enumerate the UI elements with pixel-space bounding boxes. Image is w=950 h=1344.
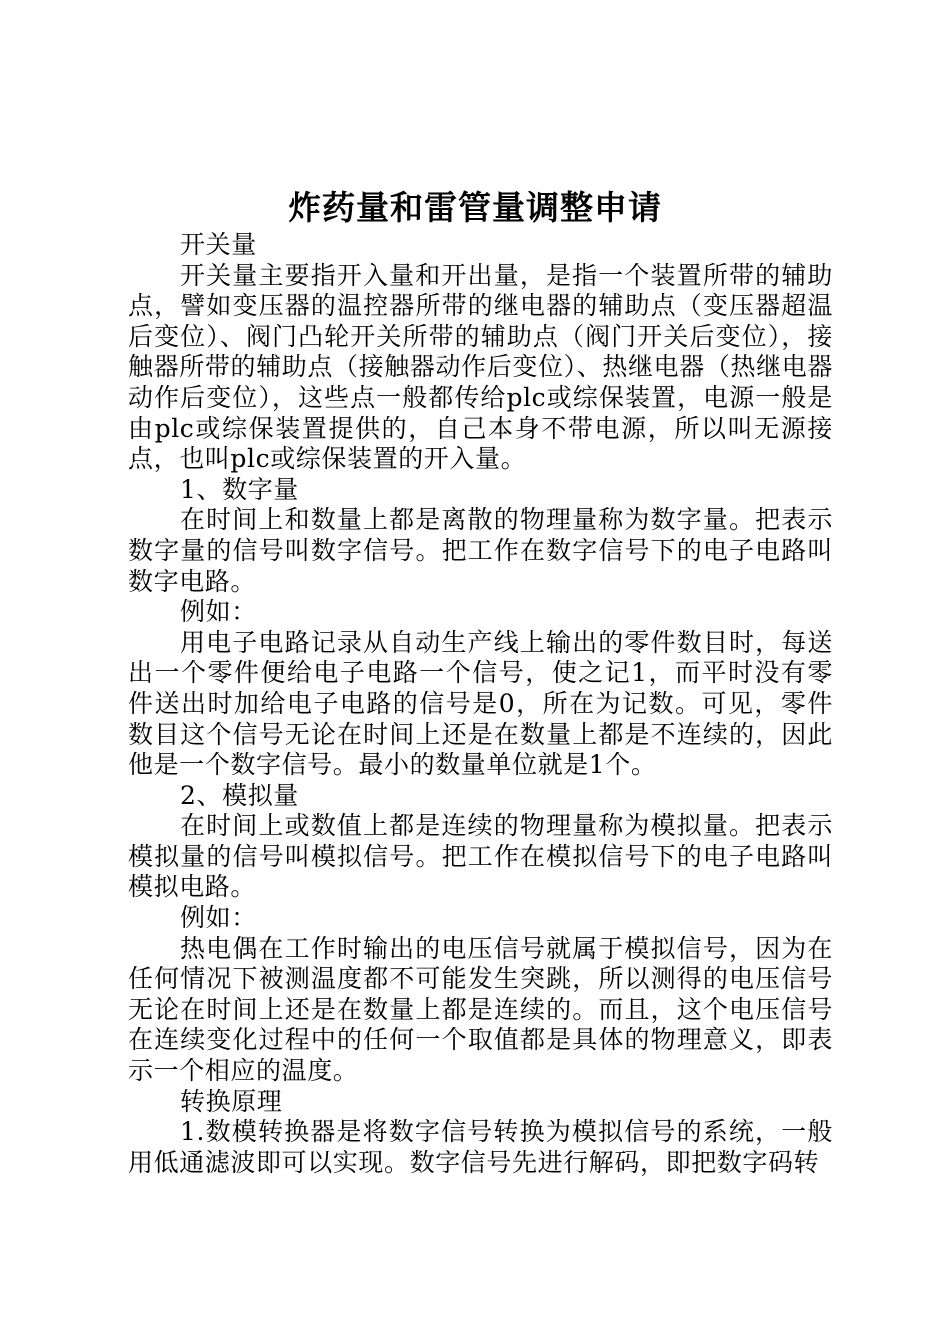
paragraph-digital-heading: 1、数字量 bbox=[180, 474, 299, 504]
paragraph-digital-example: 用电子电路记录从自动生产线上输出的零件数目时，每送出一个零件便给电子电路一个信号，使之记1，而平时没有零件送出时加给电子电路的信号是0，所在为记数。可见，零件数目这个信号无论在时间上还是在数量上都是不连续的，因此他是一个数字信号。最小的数量单位就是1个。 bbox=[128, 627, 833, 780]
paragraph-analog-heading: 2、模拟量 bbox=[180, 780, 299, 810]
paragraph-analog-example: 热电偶在工作时输出的电压信号就属于模拟信号，因为在任何情况下被测温度都不可能发生突跳，所以测得的电压信号无论在时间上还是在数量上都是连续的。而且，这个电压信号在连续变化过程中的任何一个取值都是具体的物理意义，即表示一个相应的温度。 bbox=[128, 933, 833, 1086]
paragraph-conversion-heading: 转换原理 bbox=[180, 1086, 283, 1116]
document-body bbox=[128, 230, 833, 1178]
document-title: 炸药量和雷管量调整申请 bbox=[288, 188, 662, 227]
paragraph-analog-example-label: 例如： bbox=[180, 903, 257, 933]
paragraph-digital-example-label: 例如： bbox=[180, 597, 257, 627]
paragraph-analog-definition: 在时间上或数值上都是连续的物理量称为模拟量。把表示模拟量的信号叫模拟信号。把工作在模拟信号下的电子电路叫模拟电路。 bbox=[128, 811, 833, 902]
paragraph-conversion-text: 1.数模转换器是将数字信号转换为模拟信号的系统，一般用低通滤波即可以实现。数字信号先进行解码，即把数字码转 bbox=[128, 1117, 833, 1177]
paragraph-switch-definition: 开关量主要指开入量和开出量，是指一个装置所带的辅助点，譬如变压器的温控器所带的继电器的辅助点（变压器超温后变位）、阀门凸轮开关所带的辅助点（阀门开关后变位），接触器所带的辅助点（接触器动作后变位）、热继电器（热继电器动作后变位），这些点一般都传给plc或综保装置，电源一般是由plc或综保装置提供的，自己本身不带电源，所以叫无源接点，也叫plc或综保装置的开入量。 bbox=[128, 260, 833, 474]
paragraph-switch-heading: 开关量 bbox=[180, 230, 257, 259]
paragraph-digital-definition: 在时间上和数量上都是离散的物理量称为数字量。把表示数字量的信号叫数字信号。把工作在数字信号下的电子电路叫数字电路。 bbox=[128, 505, 833, 596]
